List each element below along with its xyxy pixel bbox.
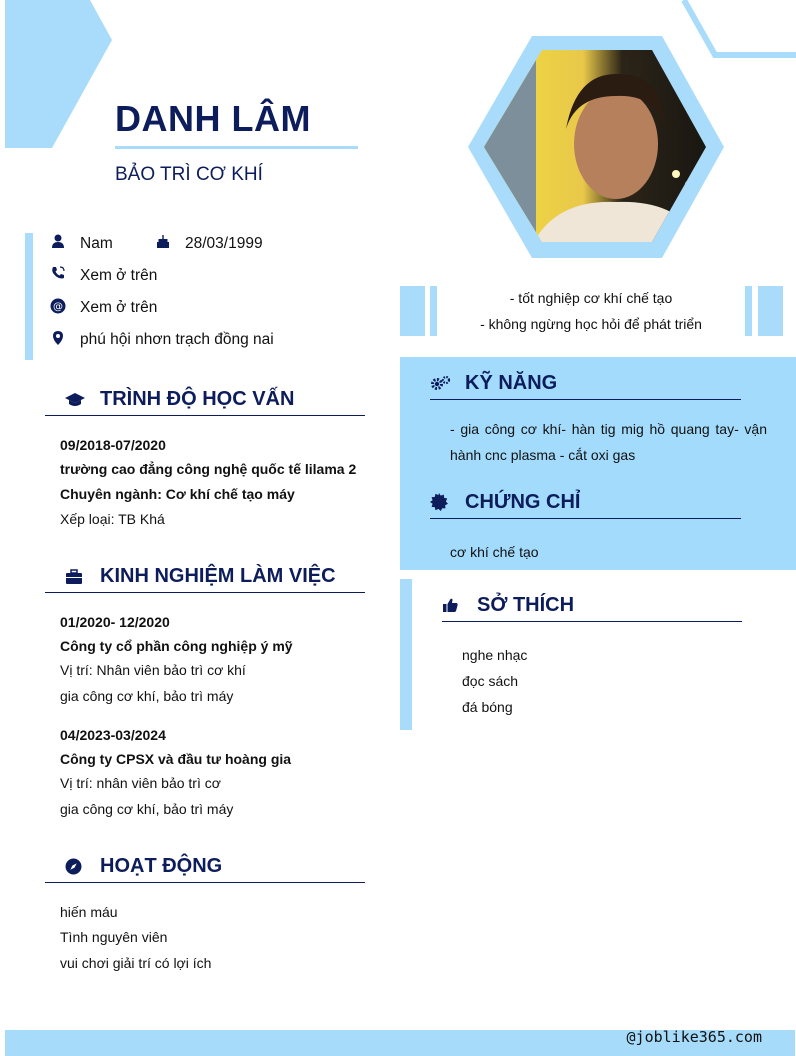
job-title: BẢO TRÌ CƠ KHÍ — [115, 164, 263, 185]
footer-website: @joblike365.com — [626, 1028, 762, 1046]
hobbies-title: SỞ THÍCH — [477, 594, 575, 616]
experience-title: KINH NGHIỆM LÀM VIỆC — [100, 565, 336, 587]
experience-company: Công ty cổ phần công nghiệp ý mỹ — [60, 638, 293, 654]
objective-line: - không ngừng học hỏi để phát triển — [480, 316, 702, 332]
education-school: trường cao đẳng công nghệ quốc tế lilama 2 — [60, 461, 357, 477]
contact-accent-bar — [25, 233, 33, 360]
skills-title: KỸ NĂNG — [465, 372, 558, 394]
at-icon — [50, 298, 66, 314]
phone-icon — [50, 265, 66, 281]
certificates-divider — [430, 518, 741, 519]
corner-decoration-left — [0, 0, 120, 150]
activity-item: vui chơi giải trí có lợi ích — [60, 955, 212, 971]
candidate-name: DANH LÂM — [115, 98, 311, 139]
hobbies-accent-bar — [400, 579, 412, 730]
experience-divider — [45, 592, 365, 593]
education-period: 09/2018-07/2020 — [60, 437, 166, 453]
gender-value: Nam — [80, 235, 113, 252]
address-value: phú hội nhơn trạch đồng nai — [80, 331, 274, 348]
skills-text: - gia công cơ khí- hàn tig mig hồ quang tay- vận hành cnc plasma - cắt oxi gas — [450, 421, 767, 463]
phone-value: Xem ở trên — [80, 267, 158, 284]
profile-photo — [466, 34, 726, 260]
activities-divider — [45, 882, 365, 883]
education-grade: Xếp loại: TB Khá — [60, 511, 165, 527]
thumbs-up-icon — [442, 597, 459, 613]
certificate-icon — [430, 493, 448, 511]
hobbies-divider — [442, 621, 742, 622]
activity-item: hiến máu — [60, 904, 118, 920]
experience-description: gia công cơ khí, bảo trì máy — [60, 688, 234, 704]
objective-line: - tốt nghiệp cơ khí chế tạo — [509, 290, 673, 306]
location-icon — [50, 330, 66, 346]
experience-period: 04/2023-03/2024 — [60, 727, 166, 743]
objective-bar-left-1 — [400, 286, 425, 336]
skills-divider — [430, 399, 741, 400]
objective-bar-right-1 — [745, 286, 752, 336]
hobby-item: nghe nhạc — [462, 647, 528, 663]
certificate-item: cơ khí chế tạo — [450, 544, 539, 560]
email-value: Xem ở trên — [80, 299, 158, 316]
activity-item: Tình nguyên viên — [60, 929, 168, 945]
gears-icon — [430, 375, 452, 391]
experience-description: gia công cơ khí, bảo trì máy — [60, 801, 234, 817]
objective-bar-right-2 — [758, 286, 783, 336]
experience-company: Công ty CPSX và đầu tư hoàng gia — [60, 751, 292, 767]
graduation-cap-icon — [65, 392, 85, 408]
objective-bar-left-2 — [430, 286, 437, 336]
briefcase-icon — [65, 569, 83, 585]
education-major: Chuyên ngành: Cơ khí chế tạo máy — [60, 486, 295, 502]
hobby-item: đá bóng — [462, 699, 513, 715]
compass-icon — [65, 858, 82, 875]
birthday-value: 28/03/1999 — [185, 235, 263, 252]
experience-period: 01/2020- 12/2020 — [60, 614, 170, 630]
activities-title: HOẠT ĐỘNG — [100, 855, 223, 877]
experience-position: Vị trí: nhân viên bảo trì cơ — [60, 775, 221, 791]
svg-text:@: @ — [53, 301, 63, 313]
user-icon — [50, 233, 66, 249]
hobby-item: đọc sách — [462, 673, 519, 689]
cake-icon — [155, 233, 171, 249]
education-divider — [45, 415, 365, 416]
experience-position: Vị trí: Nhân viên bảo trì cơ khí — [60, 662, 246, 678]
name-underline — [115, 146, 358, 149]
education-title: TRÌNH ĐỘ HỌC VẤN — [100, 388, 295, 410]
certificates-title: CHỨNG CHỈ — [465, 491, 581, 513]
